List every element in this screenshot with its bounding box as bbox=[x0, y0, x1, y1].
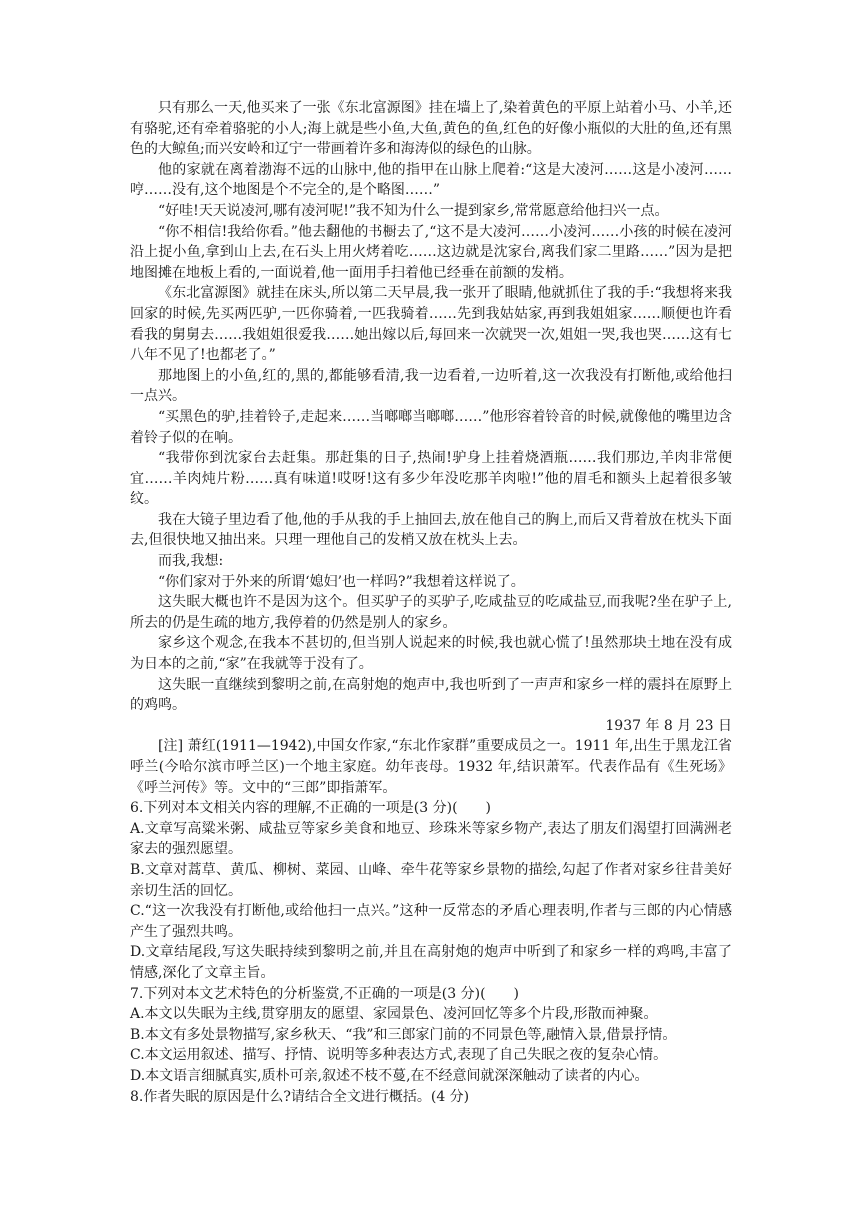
question-stem: 6.下列对本文相关内容的理解,不正确的一项是(3 分)( ) bbox=[130, 800, 492, 817]
passage-paragraph: “你不相信!我给你看。”他去翻他的书橱去了,“这不是大凌河……小凌河……小孩的时候在凌河沿上捉小鱼,拿到山上去,在石头上用火烤着吃……这边就是沈家台,离我们家二里路……”因为是把地图摊在地板上看的,一面说着,他一面用手扫着他已经垂在前额的发梢。 bbox=[130, 223, 732, 281]
passage-paragraph: 家乡这个观念,在我本不甚切的,但当别人说起来的时候,我也就心慌了!虽然那块土地在没有成为日本的之前,“家”在我就等于没有了。 bbox=[130, 635, 732, 673]
passage-paragraph: 只有那么一天,他买来了一张《东北富源图》挂在墙上了,染着黄色的平原上站着小马、小羊,还有骆驼,还有牵着骆驼的小人;海上就是些小鱼,大鱼,黄色的鱼,红色的好像小瓶似的大肚的鱼,还有黑色的大鲸鱼;而兴安岭和辽宁一带画着许多和海涛似的绿色的山脉。 bbox=[130, 100, 732, 158]
question-8 bbox=[130, 1087, 732, 1108]
question-stem: 8.作者失眠的原因是什么?请结合全文进行概括。(4 分) bbox=[130, 1088, 470, 1105]
passage-paragraph: 《东北富源图》就挂在床头,所以第二天早晨,我一张开了眼睛,他就抓住了我的手:“我想将来我回家的时候,先买两匹驴,一匹你骑着,一匹我骑着……先到我姑姑家,再到我姐姐家……顺便也许看看我的舅舅去……我姐姐很爱我……她出嫁以后,每回来一次就哭一次,姐姐一哭,我也哭……这有七八年不见了!也都老了。” bbox=[130, 285, 732, 364]
option-a: A.本文以失眠为主线,贯穿朋友的愿望、家园景色、凌河回忆等多个片段,形散而神聚。 bbox=[130, 1006, 658, 1023]
author-note: [注] 萧红(1911—1942),中国女作家,“东北作家群”重要成员之一。1911 年,出生于黑龙江省呼兰(今哈尔滨市呼兰区)一个地主家庭。幼年丧母。1932 年,结识萧军。代表作品有《生死场》《呼兰河传》等。文中的“三郎”即指萧军。 bbox=[130, 738, 732, 796]
question-6 bbox=[130, 798, 732, 983]
passage-paragraph: 他的家就在离着渤海不远的山脉中,他的指甲在山脉上爬着:“这是大凌河……这是小凌河……哼……没有,这个地图是个不完全的,是个略图……” bbox=[130, 161, 732, 199]
passage-paragraph: “买黑色的驴,挂着铃子,走起来……当啷啷当啷啷……”他形容着铃音的时候,就像他的嘴里边含着铃子似的在响。 bbox=[130, 408, 732, 446]
passage-paragraph: “你们家对于外来的所谓‘媳妇’也一样吗?”我想着这样说了。 bbox=[158, 573, 525, 590]
passage-paragraph: “我带你到沈家台去赶集。那赶集的日子,热闹!驴身上挂着烧酒瓶……我们那边,羊肉非常便宜……羊肉炖片粉……真有味道!哎呀!这有多少年没吃那羊肉啦!”他的眉毛和额头上起着很多皱纹。 bbox=[130, 450, 732, 508]
option-a: A.文章写高粱米粥、咸盐豆等家乡美食和地豆、珍珠米等家乡物产,表达了朋友们渴望打回满洲老家去的强烈愿望。 bbox=[130, 820, 732, 858]
option-c: C.“这一次我没有打断他,或给他扫一点兴。”这种一反常态的矛盾心理表明,作者与三郎的内心情感产生了强烈共鸣。 bbox=[130, 903, 732, 940]
passage-paragraph: “好哇!天天说凌河,哪有凌河呢!”我不知为什么一提到家乡,常常愿意给他扫兴一点。 bbox=[158, 202, 669, 219]
option-b: B.本文有多处景物描写,家乡秋天、“我”和三郎家门前的不同景色等,融情入景,借景抒情。 bbox=[130, 1026, 677, 1043]
option-b: B.文章对蒿草、黄瓜、柳树、菜园、山峰、牵牛花等家乡景物的描绘,勾起了作者对家乡往昔美好亲切生活的回忆。 bbox=[130, 861, 732, 899]
option-d: D.文章结尾段,写这失眠持续到黎明之前,并且在高射炮的炮声中听到了和家乡一样的鸡鸣,丰富了情感,深化了文章主旨。 bbox=[130, 944, 732, 981]
option-d: D.本文语言细腻真实,质朴可亲,叙述不枝不蔓,在不经意间就深深触动了读者的内心。 bbox=[130, 1067, 649, 1084]
passage-paragraph: 那地图上的小鱼,红的,黑的,都能够看清,我一边看着,一边听着,这一次我没有打断他,或给他扫一点兴。 bbox=[130, 367, 732, 405]
document-page bbox=[130, 98, 732, 1107]
question-7 bbox=[130, 984, 732, 1087]
question-stem: 7.下列对本文艺术特色的分析鉴赏,不正确的一项是(3 分)( ) bbox=[130, 985, 520, 1002]
passage-date: 1937 年 8 月 23 日 bbox=[605, 717, 732, 734]
passage-paragraph: 这失眠一直继续到黎明之前,在高射炮的炮声中,我也听到了一声声和家乡一样的震抖在原野上的鸡鸣。 bbox=[130, 676, 732, 714]
option-c: C.本文运用叙述、描写、抒情、说明等多种表达方式,表现了自己失眠之夜的复杂心情。 bbox=[130, 1047, 668, 1064]
passage bbox=[130, 98, 732, 716]
passage-paragraph: 我在大镜子里边看了他,他的手从我的手上抽回去,放在他自己的胸上,而后又背着放在枕头下面去,但很快地又抽出来。只理一理他自己的发梢又放在枕头上去。 bbox=[130, 511, 732, 549]
passage-paragraph: 而我,我想: bbox=[158, 553, 224, 570]
passage-paragraph: 这失眠大概也许不是因为这个。但买驴子的买驴子,吃咸盐豆的吃咸盐豆,而我呢?坐在驴子上,所去的仍是生疏的地方,我停着的仍然是别人的家乡。 bbox=[130, 594, 732, 631]
